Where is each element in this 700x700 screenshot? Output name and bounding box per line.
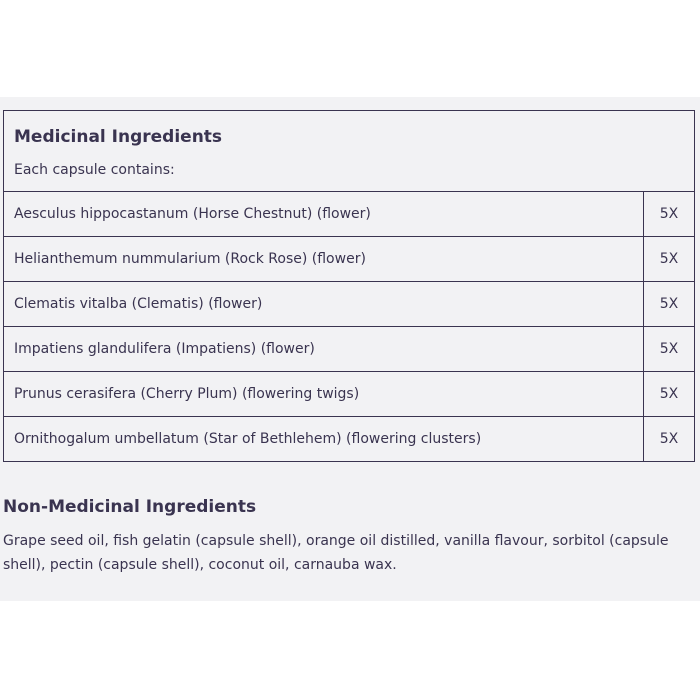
ingredient-strength: 5X [659, 431, 679, 447]
ingredient-name: Prunus cerasifera (Cherry Plum) (flowering twigs) [4, 372, 644, 416]
ingredient-strength: 5X [659, 341, 679, 357]
table-row [4, 237, 694, 282]
ingredient-name: Ornithogalum umbellatum (Star of Bethlehem) (flowering clusters) [4, 417, 644, 461]
table-row [4, 192, 694, 237]
ingredient-strength: 5X [659, 386, 679, 402]
ingredient-name: Impatiens glandulifera (Impatiens) (flower) [4, 327, 644, 371]
ingredient-name: Helianthemum nummularium (Rock Rose) (flower) [4, 237, 644, 281]
non-medicinal-ingredients-text: Grape seed oil, fish gelatin (capsule shell), orange oil distilled, vanilla flavour, sorbitol (capsule shell), pectin (capsule shell), coconut oil, carnauba wax. [3, 533, 669, 573]
table-row [4, 327, 694, 372]
medicinal-ingredients-title: Medicinal Ingredients [14, 127, 223, 147]
ingredient-strength: 5X [659, 206, 679, 222]
table-row [4, 282, 694, 327]
ingredient-name: Clematis vitalba (Clematis) (flower) [4, 282, 644, 326]
medicinal-ingredients-table [3, 110, 695, 462]
capsule-contains-label: Each capsule contains: [14, 162, 175, 178]
ingredient-strength: 5X [659, 296, 679, 312]
ingredient-strength: 5X [659, 251, 679, 267]
ingredients-panel [0, 97, 700, 601]
table-header [4, 111, 694, 192]
non-medicinal-ingredients-title: Non-Medicinal Ingredients [3, 497, 257, 517]
table-row [4, 417, 694, 461]
ingredient-name: Aesculus hippocastanum (Horse Chestnut) (flower) [4, 192, 644, 236]
table-row [4, 372, 694, 417]
